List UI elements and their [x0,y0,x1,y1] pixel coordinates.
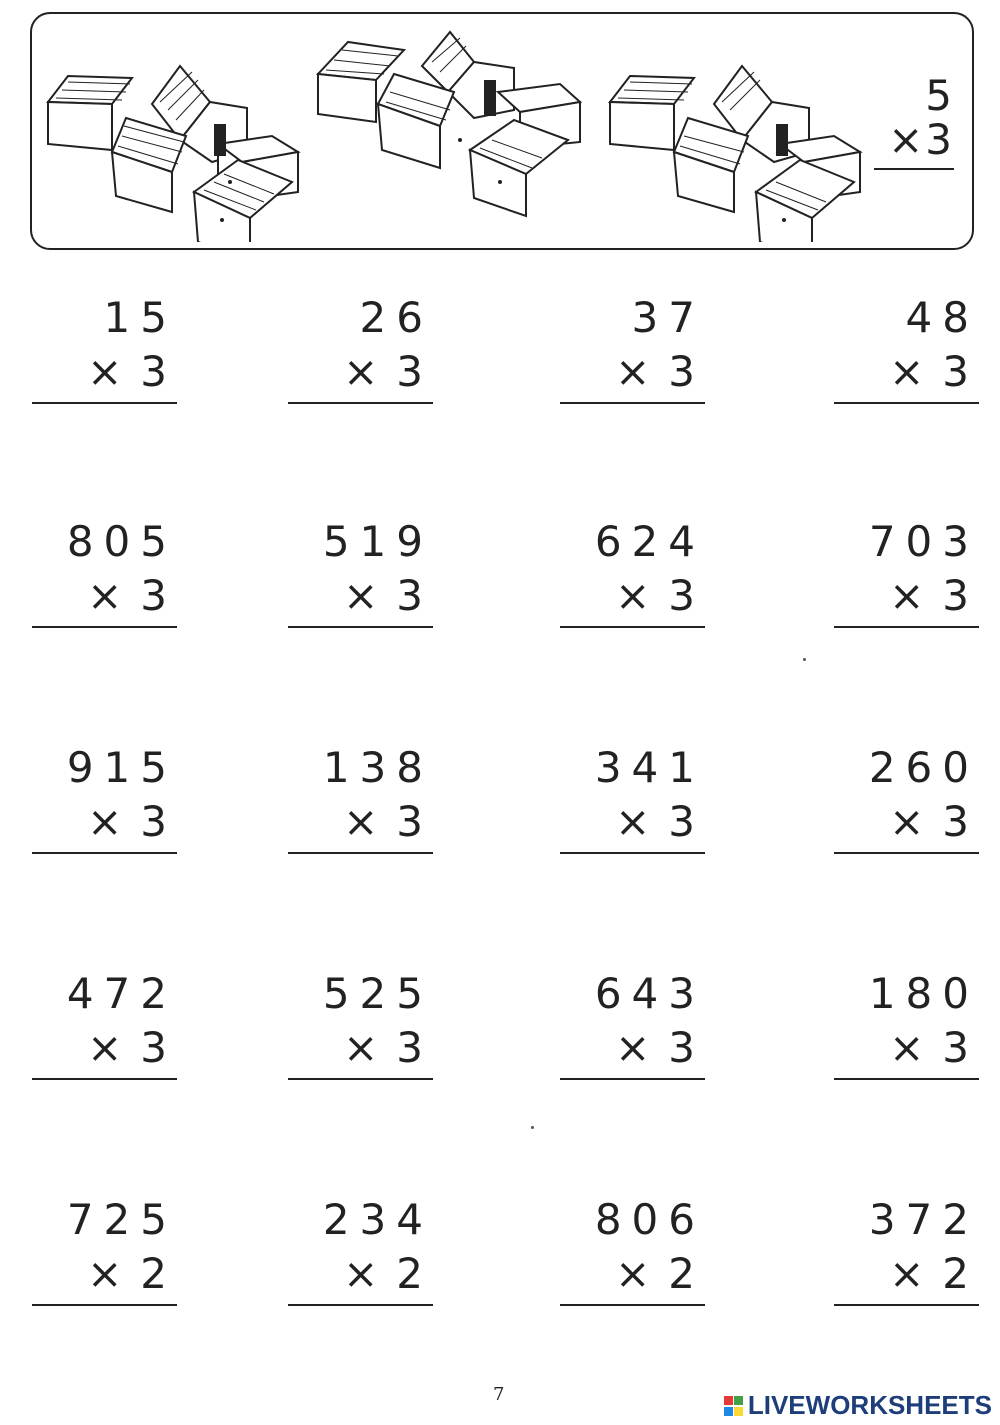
answer-line[interactable] [32,626,177,628]
multiplier: 3 [140,1023,177,1072]
multiplicand: 643 [594,969,705,1018]
multiplicand: 703 [868,517,979,566]
multiplication-problem [32,518,177,628]
example-top-number: 5 [925,71,954,120]
example-multiplier: ×3 [888,115,954,164]
times-symbol: × [889,347,943,396]
answer-line[interactable] [288,1304,433,1306]
times-symbol: × [615,1023,669,1072]
times-symbol: × [615,347,669,396]
multiplication-problem [32,970,177,1080]
answer-line[interactable] [560,626,705,628]
multiplier-row [834,348,979,396]
multiplier: 3 [942,347,979,396]
answer-line[interactable] [834,1078,979,1080]
multiplication-problem [32,294,177,404]
multiplier-row [834,1250,979,1298]
multiplication-problem [560,1196,705,1306]
liveworksheets-brand[interactable] [724,1390,992,1421]
multiplication-problem [560,970,705,1080]
times-symbol: × [889,797,943,846]
answer-line[interactable] [288,852,433,854]
multiplier-row [288,348,433,396]
multiplication-problem [834,970,979,1080]
multiplicand: 234 [322,1195,433,1244]
multiplicand: 805 [66,517,177,566]
page-number: 7 [493,1384,505,1405]
multiplication-problem [288,518,433,628]
answer-line[interactable] [834,1304,979,1306]
times-symbol: × [615,797,669,846]
answer-line[interactable] [32,852,177,854]
multiplication-problem [560,518,705,628]
answer-line[interactable] [834,852,979,854]
houses-illustration [314,22,589,232]
speck [803,658,806,661]
speck [531,1126,534,1129]
example-problem [874,71,954,170]
times-symbol: × [87,1023,141,1072]
multiplier-row [288,1024,433,1072]
times-symbol: × [889,571,943,620]
multiplicand: 260 [868,743,979,792]
multiplication-problem [560,744,705,854]
multiplier: 3 [140,571,177,620]
multiplier-row [32,798,177,846]
multiplier-row [288,1250,433,1298]
multiplier-row [32,1024,177,1072]
multiplier: 3 [140,347,177,396]
multiplication-problem [834,294,979,404]
multiplication-problem [288,1196,433,1306]
multiplier: 3 [396,571,433,620]
answer-line[interactable] [32,402,177,404]
multiplier-row [32,1250,177,1298]
answer-line[interactable] [560,402,705,404]
multiplicand: 806 [594,1195,705,1244]
answer-line[interactable] [560,1078,705,1080]
multiplier-row [288,798,433,846]
multiplier: 3 [942,571,979,620]
multiplier-row [560,1250,705,1298]
liveworksheets-logo-icon [724,1394,744,1418]
multiplicand: 15 [103,293,177,342]
multiplicand: 525 [322,969,433,1018]
multiplier-row [560,798,705,846]
answer-line[interactable] [32,1304,177,1306]
times-symbol: × [87,1249,141,1298]
multiplier: 3 [668,1023,705,1072]
houses-illustration [42,32,317,242]
multiplicand: 372 [868,1195,979,1244]
multiplicand: 48 [905,293,979,342]
multiplier-row [834,572,979,620]
multiplicand: 138 [322,743,433,792]
multiplier: 2 [140,1249,177,1298]
times-symbol: × [87,347,141,396]
answer-line[interactable] [834,626,979,628]
multiplier-row [560,572,705,620]
times-symbol: × [87,571,141,620]
times-symbol: × [343,1249,397,1298]
multiplier: 3 [396,1023,433,1072]
multiplier: 3 [942,1023,979,1072]
times-symbol: × [343,347,397,396]
answer-line[interactable] [288,402,433,404]
multiplier: 2 [396,1249,433,1298]
multiplication-problem [32,744,177,854]
answer-line[interactable] [288,1078,433,1080]
times-symbol: × [343,1023,397,1072]
multiplicand: 180 [868,969,979,1018]
multiplicand: 472 [66,969,177,1018]
answer-line[interactable] [834,402,979,404]
multiplier: 2 [942,1249,979,1298]
multiplication-problem [560,294,705,404]
multiplier-row [32,348,177,396]
multiplication-problem [288,744,433,854]
multiplication-problem [834,518,979,628]
multiplier: 2 [668,1249,705,1298]
multiplier-row [288,572,433,620]
times-symbol: × [343,571,397,620]
multiplication-problem [834,744,979,854]
houses-illustration [604,32,874,242]
brand-text: LIVEWORKSHEETS [747,1390,992,1420]
multiplication-problem [834,1196,979,1306]
multiplier-row [32,572,177,620]
multiplicand: 37 [631,293,705,342]
multiplicand: 725 [66,1195,177,1244]
multiplier-row [560,1024,705,1072]
multiplier: 3 [668,347,705,396]
multiplier: 3 [140,797,177,846]
multiplier: 3 [668,571,705,620]
times-symbol: × [87,797,141,846]
times-symbol: × [889,1249,943,1298]
multiplier: 3 [668,797,705,846]
multiplier-row [834,1024,979,1072]
times-symbol: × [615,1249,669,1298]
answer-line[interactable] [288,626,433,628]
multiplication-problem [32,1196,177,1306]
multiplier-row [834,798,979,846]
multiplicand: 624 [594,517,705,566]
multiplicand: 26 [359,293,433,342]
multiplication-problem [288,294,433,404]
multiplier: 3 [396,347,433,396]
multiplier: 3 [942,797,979,846]
multiplicand: 519 [322,517,433,566]
multiplicand: 341 [594,743,705,792]
multiplier-row [560,348,705,396]
header-illustration-box [30,12,974,250]
answer-line[interactable] [560,1304,705,1306]
example-rule [874,168,954,170]
answer-line[interactable] [560,852,705,854]
multiplier: 3 [396,797,433,846]
times-symbol: × [343,797,397,846]
times-symbol: × [889,1023,943,1072]
times-symbol: × [615,571,669,620]
answer-line[interactable] [32,1078,177,1080]
multiplication-problem [288,970,433,1080]
multiplicand: 915 [66,743,177,792]
